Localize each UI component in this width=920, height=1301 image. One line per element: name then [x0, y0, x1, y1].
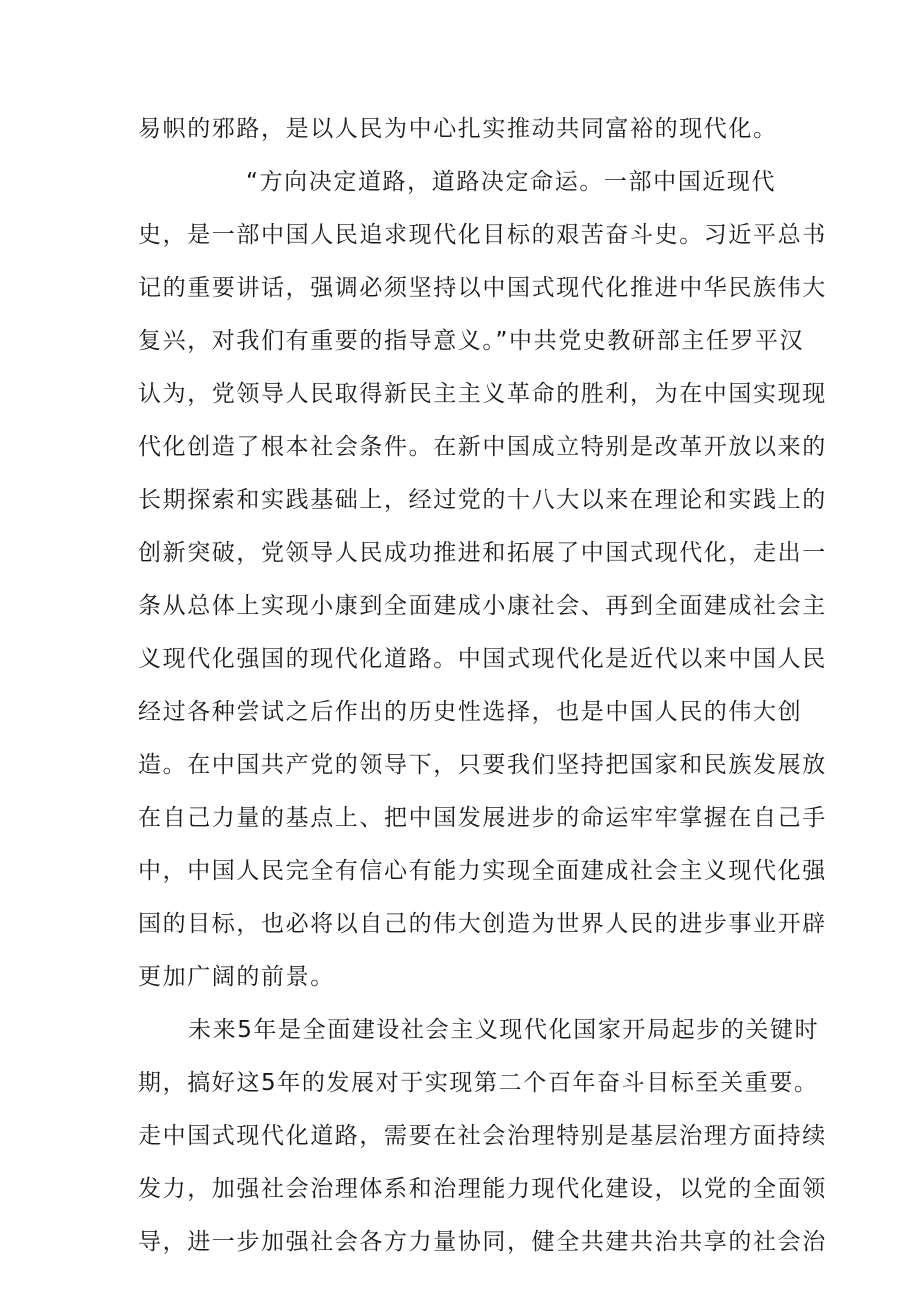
text-line: 史，是一部中国人民追求现代化目标的艰苦奋斗史。习近平总书: [138, 222, 827, 248]
text-line: 发力，加强社会治理体系和治理能力现代化建设，以党的全面领: [138, 1176, 827, 1202]
text-line: 条从总体上实现小康到全面建成小康社会、再到全面建成社会主: [138, 593, 827, 619]
text-line: 记的重要讲话，强调必须坚持以中国式现代化推进中华民族伟大: [138, 275, 827, 301]
text-line: 认为，党领导人民取得新民主主义革命的胜利，为在中国实现现: [138, 381, 827, 407]
text-line: 义现代化强国的现代化道路。中国式现代化是近代以来中国人民: [138, 646, 827, 672]
text-line: 期，搞好这5年的发展对于实现第二个百年奋斗目标至关重要。: [138, 1070, 819, 1096]
text-line: 更加广阔的前景。: [138, 964, 335, 990]
text-line: 长期探索和实践基础上，经过党的十八大以来在理论和实践上的: [138, 487, 827, 513]
text-line: 易帜的邪路，是以人民为中心扎实推动共同富裕的现代化。: [138, 116, 778, 142]
text-line: 中，中国人民完全有信心有能力实现全面建成社会主义现代化强: [138, 858, 827, 884]
text-line: 造。在中国共产党的领导下，只要我们坚持把国家和民族发展放: [138, 752, 827, 778]
text-line: 代化创造了根本社会条件。在新中国成立特别是改革开放以来的: [138, 434, 827, 460]
text-line: “方向决定道路，道路决定命运。一部中国近现代: [246, 169, 777, 195]
text-line: 创新突破，党领导人民成功推进和拓展了中国式现代化，走出一: [138, 540, 827, 566]
text-line: 在自己力量的基点上、把中国发展进步的命运牢牢掌握在自己手: [138, 805, 827, 831]
text-line: 走中国式现代化道路，需要在社会治理特别是基层治理方面持续: [138, 1123, 827, 1149]
text-line: 未来5年是全面建设社会主义现代化国家开局起步的关键时: [188, 1017, 820, 1043]
text-line: 导，进一步加强社会各方力量协同，健全共建共治共享的社会治: [138, 1229, 827, 1255]
text-line: 复兴，对我们有重要的指导意义。”中共党史教研部主任罗平汉: [138, 328, 805, 354]
text-line: 经过各种尝试之后作出的历史性选择，也是中国人民的伟大创: [138, 699, 803, 725]
text-line: 国的目标，也必将以自己的伟大创造为世界人民的进步事业开辟: [138, 911, 827, 937]
